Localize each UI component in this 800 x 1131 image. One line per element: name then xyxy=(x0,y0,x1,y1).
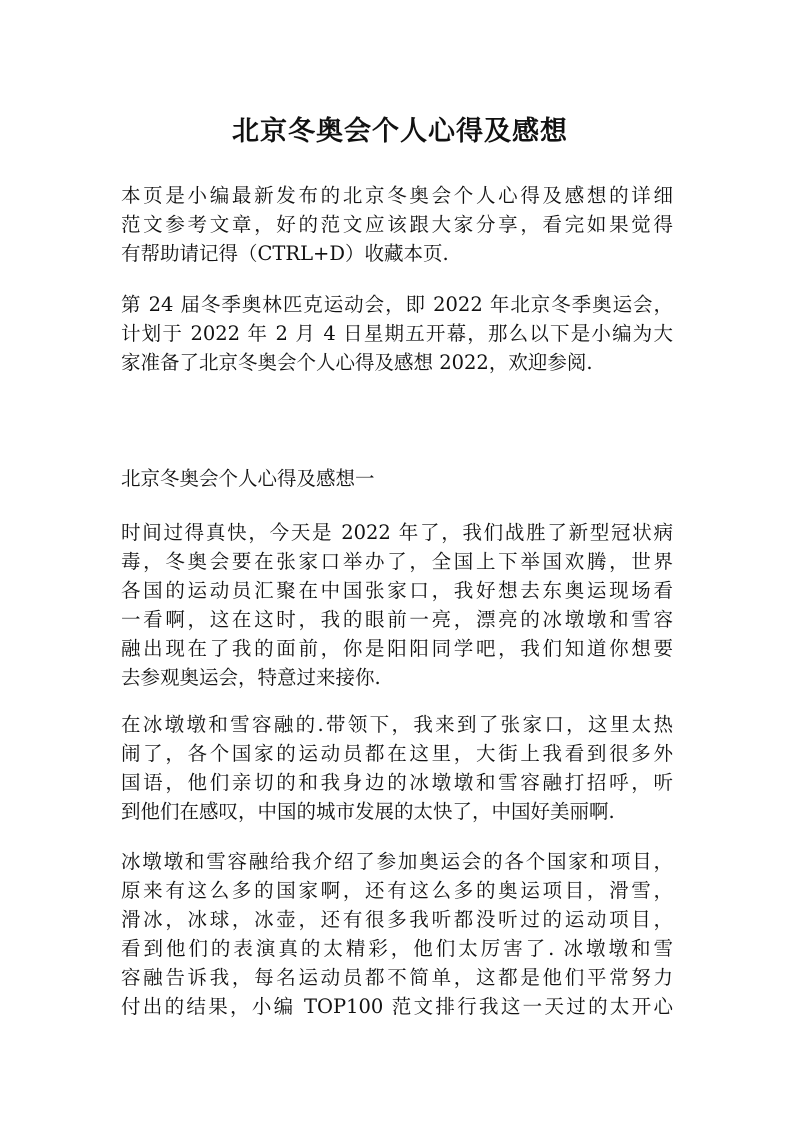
paragraph-line: 看到他们的表演真的太精彩，他们太厉害了. 冰墩墩和雪 xyxy=(121,937,673,960)
paragraph-line: 到他们在感叹，中国的城市发展的太快了，中国好美丽啊. xyxy=(121,800,615,823)
body-paragraph-3 xyxy=(121,847,673,1021)
paragraph-line: 去参观奥运会，特意过来接你. xyxy=(121,666,381,689)
paragraph-line: 毒，冬奥会要在张家口举办了，全国上下举国欢腾，世界 xyxy=(121,550,673,573)
paragraph-line: 第 24 届冬季奥林匹克运动会，即 2022 年北京冬季奥运会， xyxy=(121,293,673,316)
paragraph-line: 时间过得真快，今天是 2022 年了，我们战胜了新型冠状病 xyxy=(121,521,673,544)
paragraph-line: 家准备了北京冬奥会个人心得及感想 2022，欢迎参阅. xyxy=(121,351,593,374)
paragraph-line: 付出的结果，小编 TOP100 范文排行我这一天过的太开心 xyxy=(121,995,673,1018)
paragraph-line: 容融告诉我，每名运动员都不简单，这都是他们平常努力 xyxy=(121,966,673,989)
paragraph-line: 在冰墩墩和雪容融的.带领下，我来到了张家口，这里太热 xyxy=(121,713,673,736)
paragraph-line: 冰墩墩和雪容融给我介绍了参加奥运会的各个国家和项目， xyxy=(121,850,673,873)
paragraph-line: 有帮助请记得（CTRL+D）收藏本页. xyxy=(121,242,449,265)
paragraph-line: 本页是小编最新发布的北京冬奥会个人心得及感想的详细 xyxy=(121,184,673,207)
paragraph-line: 范文参考文章，好的范文应该跟大家分享，看完如果觉得 xyxy=(121,213,673,236)
section-heading-text: 北京冬奥会个人心得及感想一 xyxy=(121,467,375,490)
section-heading xyxy=(121,464,673,493)
paragraph-line: 滑冰，冰球，冰壶，还有很多我听都没听过的运动项目， xyxy=(121,908,673,931)
paragraph-line: 各国的运动员汇聚在中国张家口，我好想去东奥运现场看 xyxy=(121,579,673,602)
paragraph-line: 计划于 2022 年 2 月 4 日星期五开幕，那么以下是小编为大 xyxy=(121,322,673,345)
page-title: 北京冬奥会个人心得及感想 xyxy=(232,116,568,147)
paragraph-line: 一看啊，这在这时，我的眼前一亮，漂亮的冰墩墩和雪容 xyxy=(121,608,673,631)
body-paragraph-2 xyxy=(121,710,673,826)
paragraph-line: 原来有这么多的国家啊，还有这么多的奥运项目，滑雪， xyxy=(121,879,673,902)
intro-paragraph xyxy=(121,181,673,268)
body-paragraph-1 xyxy=(121,518,673,692)
paragraph-line: 融出现在了我的面前，你是阳阳同学吧，我们知道你想要 xyxy=(121,637,673,660)
paragraph-line: 闹了，各个国家的运动员都在这里，大街上我看到很多外 xyxy=(121,742,673,765)
paragraph-line: 国语，他们亲切的和我身边的冰墩墩和雪容融打招呼，听 xyxy=(121,771,673,794)
lead-paragraph xyxy=(121,290,673,377)
